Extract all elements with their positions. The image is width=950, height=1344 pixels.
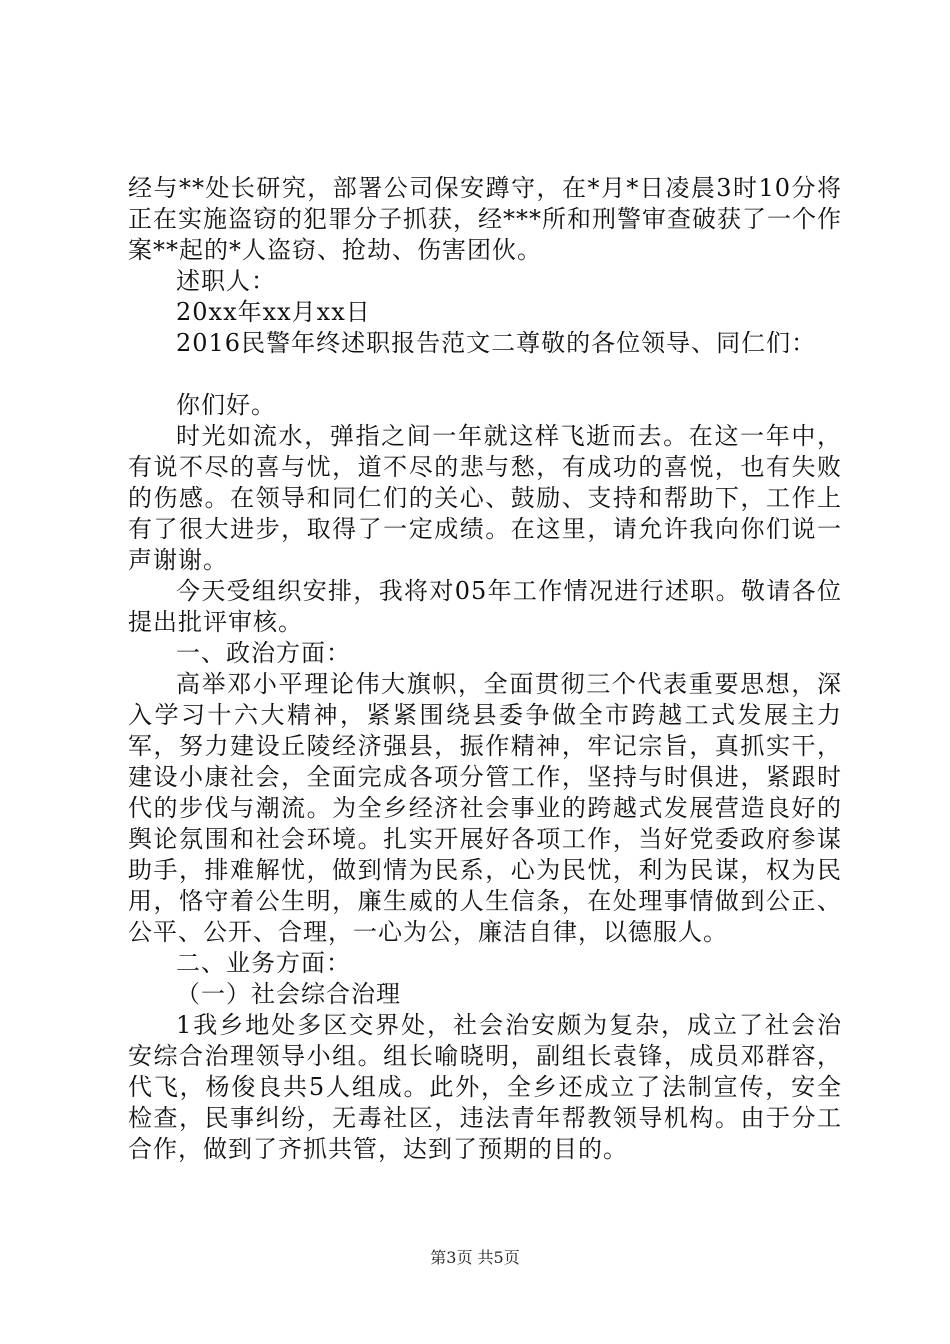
paragraph-continuation: 经与**处长研究，部署公司保安蹲守，在*月*日凌晨3时10分将正在实施盗窃的犯罪分子抓获，经***所和刑警审查破获了一个作案**起的*人盗窃、抢劫、伤害团伙。: [128, 174, 842, 264]
section-heading-business: 二、业务方面：: [176, 949, 351, 977]
paragraph-greeting: 你们好。: [176, 391, 276, 419]
paragraph-politics: 高举邓小平理论伟大旗帜，全面贯彻三个代表重要思想，深入学习十六大精神，紧紧围绕县委争做全市跨越工式发展主力军，努力建设丘陵经济强县，振作精神，牢记宗旨，真抓实干，建设小康社会，全面完成各项分管工作，坚持与时俱进，紧跟时代的步伐与潮流。为全乡经济社会事业的跨越式发展营造良好的舆论氛围和社会环境。扎实开展好各项工作，当好党委政府参谋助手，排难解忧，做到情为民系，心为民忧，利为民谋，权为民用，恪守着公生明，廉生威的人生信条，在处理事情做到公正、公平、公开、合理，一心为公，廉洁自律，以德服人。: [128, 670, 842, 946]
document-body: [128, 173, 842, 1165]
paragraph-date: 20xx年xx月xx日: [176, 298, 371, 326]
paragraph-governance: 1我乡地处多区交界处，社会治安颇为复杂，成立了社会治安综合治理领导小组。组长喻晓明，副组长袁锋，成员邓群容，代飞，杨俊良共5人组成。此外，全乡还成立了法制宣传，安全检查，民事纠纷，无毒社区，违法青年帮教领导机构。由于分工合作，做到了齐抓共管，达到了预期的目的。: [128, 1011, 842, 1163]
paragraph-report-title: 2016民警年终述职报告范文二尊敬的各位领导、同仁们：: [176, 329, 817, 357]
paragraph-arrangement: 今天受组织安排，我将对05年工作情况进行述职。敬请各位提出批评审核。: [128, 577, 842, 636]
section-heading-politics: 一、政治方面：: [176, 639, 351, 667]
page-footer: 第3页 共5页: [430, 1248, 520, 1267]
paragraph-signer-label: 述职人：: [176, 267, 276, 295]
subsection-heading-governance: （一）社会综合治理: [176, 980, 401, 1008]
paragraph-intro: 时光如流水，弹指之间一年就这样飞逝而去。在这一年中，有说不尽的喜与忧，道不尽的悲与愁，有成功的喜悦，也有失败的伤感。在领导和同仁们的关心、鼓励、支持和帮助下，工作上有了很大进步，取得了一定成绩。在这里，请允许我向你们说一声谢谢。: [128, 422, 842, 574]
